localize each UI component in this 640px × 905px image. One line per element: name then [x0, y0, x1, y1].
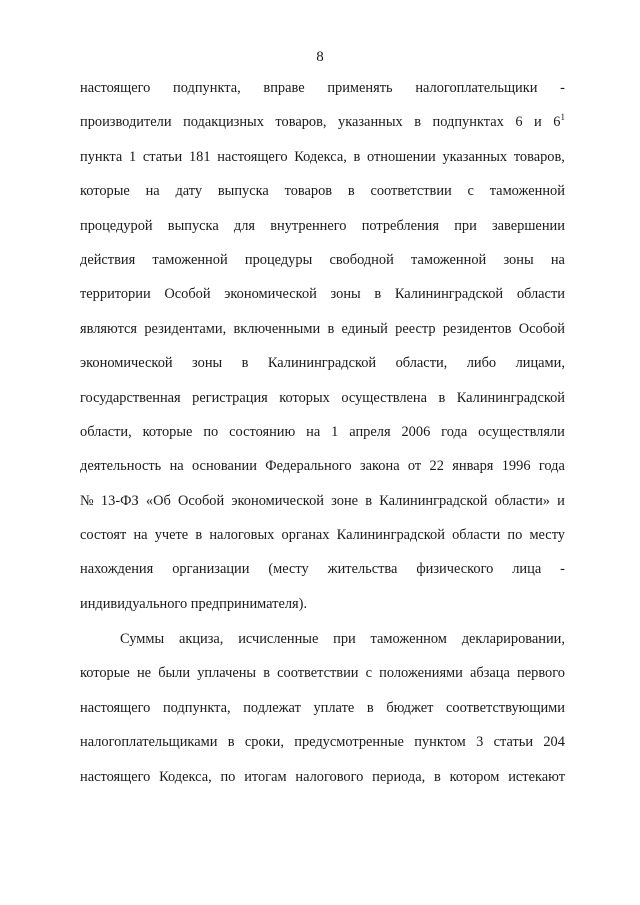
- text-line: настоящего Кодекса, по итогам налогового периода, в котором истекают: [80, 768, 565, 785]
- text-line: действия таможенной процедуры свободной таможенной зоны на: [80, 251, 565, 268]
- text-line: экономической зоны в Калининградской области, либо лицами,: [80, 355, 565, 372]
- text-line: являются резидентами, включенными в единый реестр резидентов Особой: [80, 320, 565, 337]
- text-line: № 13-ФЗ «Об Особой экономической зоне в Калининградской области» и: [80, 492, 565, 509]
- text-line: настоящего подпункта, вправе применять налогоплательщики -: [80, 80, 565, 96]
- text-line: которые на дату выпуска товаров в соответствии с таможенной: [80, 183, 565, 200]
- text-line: Суммы акциза, исчисленные при таможенном декларировании,: [120, 631, 565, 647]
- text-line: пункта 1 статьи 181 настоящего Кодекса, в отношении указанных товаров,: [80, 148, 565, 165]
- text-line: налогоплательщиками в сроки, предусмотренные пунктом 3 статьи 204: [80, 734, 565, 751]
- text-line: состоят на учете в налоговых органах Калининградской области по месту: [80, 527, 565, 544]
- text-line: территории Особой экономической зоны в Калининградской области: [80, 286, 565, 303]
- paragraph-2: [80, 622, 565, 794]
- paragraph-1: [80, 71, 565, 621]
- text-line: настоящего подпункта, подлежат уплате в бюджет соответствующими: [80, 699, 565, 716]
- text-line: области, которые по состоянию на 1 апреля 2006 года осуществляли: [80, 423, 565, 440]
- text-line: которые не были уплачены в соответствии с положениями абзаца первого: [80, 665, 565, 682]
- text-line: производители подакцизных товаров, указанных в подпунктах 6 и $6^1$: [80, 112, 565, 131]
- text-line: процедурой выпуска для внутреннего потребления при завершении: [80, 217, 565, 234]
- text-line: деятельность на основании Федерального закона от 22 января 1996 года: [80, 458, 565, 475]
- text-line: нахождения организации (месту жительства физического лица -: [80, 561, 565, 578]
- text-line: государственная регистрация которых осуществлена в Калининградской: [80, 389, 565, 406]
- page-number: 8: [316, 49, 324, 65]
- text-line: индивидуального предпринимателя).: [80, 595, 308, 612]
